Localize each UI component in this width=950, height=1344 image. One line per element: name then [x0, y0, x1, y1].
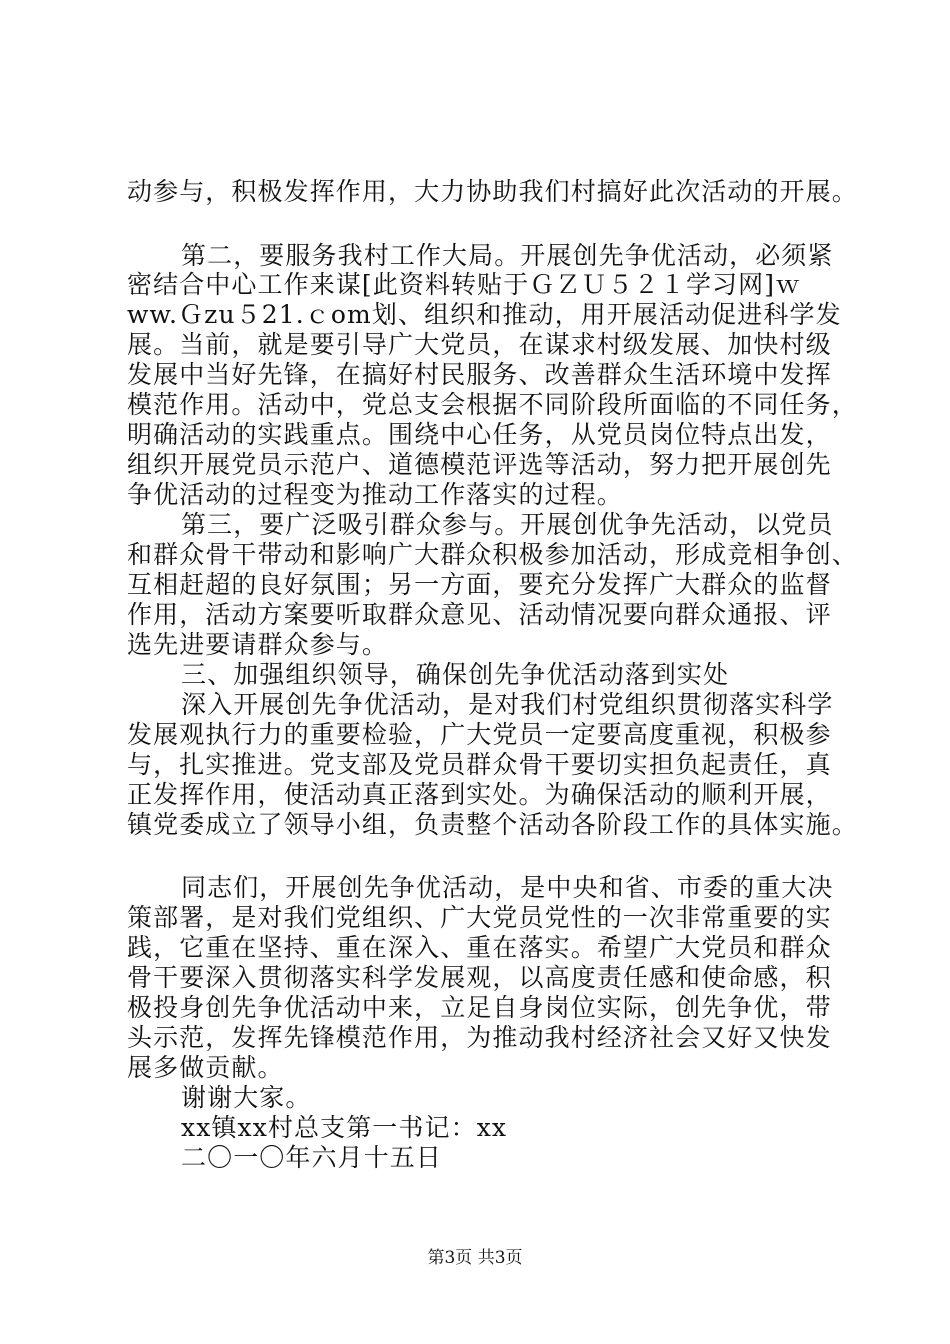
text-line: 与，扎实推进。党支部及党员群众骨干要切实担负起责任，真 — [127, 750, 832, 779]
text-line: 深入开展创先争优活动，是对我们村党组织贯彻落实科学 — [181, 690, 834, 719]
closing-thanks: 谢谢大家。 — [181, 1083, 312, 1112]
text-line: 践，它重在坚持、重在深入、重在落实。希望广大党员和群众 — [127, 933, 832, 962]
text-line: 发展观执行力的重要检验，广大党员一定要高度重视，积极参 — [127, 720, 832, 749]
text-line: 作用，活动方案要听取群众意见、活动情况要向群众通报、评 — [127, 600, 832, 629]
date-line: 二〇一〇年六月十五日 — [181, 1143, 443, 1172]
text-line: 第三，要广泛吸引群众参与。开展创优争先活动，以党员 — [181, 510, 834, 539]
text-line: 极投身创先争优活动中来，立足自身岗位实际，创先争优，带 — [127, 993, 832, 1022]
text-line: 模范作用。活动中，党总支会根据不同阶段所面临的不同任务， — [127, 390, 858, 419]
text-line: 镇党委成立了领导小组，负责整个活动各阶段工作的具体实施。 — [127, 810, 858, 839]
text-line: 密结合中心工作来谋[此资料转贴于ＧＺＵ５２１学习网]ｗ — [127, 270, 802, 299]
text-line: 选先进要请群众参与。 — [127, 630, 389, 659]
text-line: 展多做贡献。 — [127, 1053, 284, 1082]
text-line: 骨干要深入贯彻落实科学发展观，以高度责任感和使命感，积 — [127, 963, 832, 992]
section-heading: 三、加强组织领导，确保创先争优活动落到实处 — [181, 660, 730, 689]
text-line: 动参与，积极发挥作用，大力协助我们村搞好此次活动的开展。 — [127, 177, 858, 206]
text-line: 组织开展党员示范户、道德模范评选等活动，努力把开展创先 — [127, 450, 832, 479]
page-number-footer: 第3页 共3页 — [427, 1248, 523, 1268]
text-line: 第二，要服务我村工作大局。开展创先争优活动，必须紧 — [181, 241, 834, 270]
text-line: 和群众骨干带动和影响广大群众积极参加活动，形成竞相争创、 — [127, 540, 858, 569]
text-line: 争优活动的过程变为推动工作落实的过程。 — [127, 480, 623, 509]
text-line: 同志们，开展创先争优活动，是中央和省、市委的重大决 — [181, 873, 834, 902]
text-line: 互相赶超的良好氛围；另一方面，要充分发挥广大群众的监督 — [127, 570, 832, 599]
signature-line: xx镇xx村总支第一书记：xx — [181, 1113, 508, 1142]
text-line: 明确活动的实践重点。围绕中心任务，从党员岗位特点出发， — [127, 420, 832, 449]
text-line: 展。当前，就是要引导广大党员，在谋求村级发展、加快村级 — [127, 330, 832, 359]
text-line: ww.Ｇzu５21.ｃom划、组织和推动，用开展活动促进科学发 — [127, 300, 842, 329]
text-line: 头示范，发挥先锋模范作用，为推动我村经济社会又好又快发 — [127, 1023, 832, 1052]
text-line: 策部署，是对我们党组织、广大党员党性的一次非常重要的实 — [127, 903, 832, 932]
text-line: 正发挥作用，使活动真正落到实处。为确保活动的顺利开展， — [127, 780, 832, 809]
text-line: 发展中当好先锋，在搞好村民服务、改善群众生活环境中发挥 — [127, 360, 832, 389]
